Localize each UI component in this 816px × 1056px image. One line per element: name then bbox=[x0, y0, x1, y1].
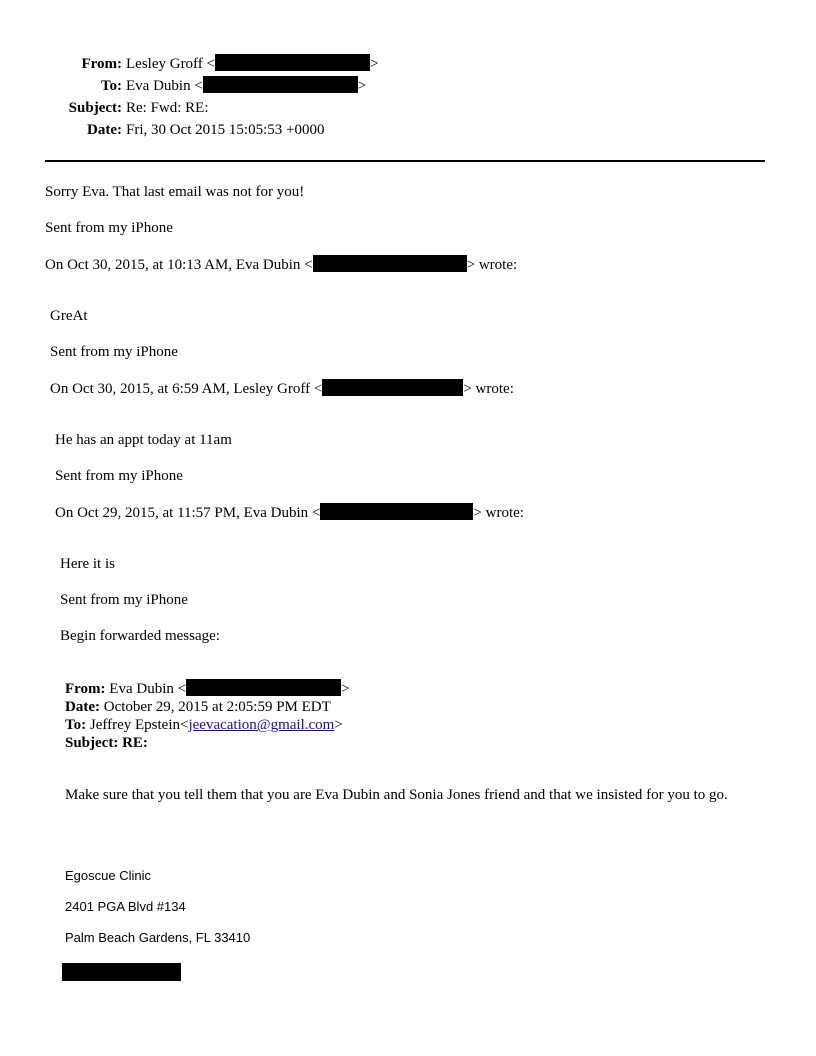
quote-attribution-text: On Oct 30, 2015, at 10:13 AM, Eva Dubin bbox=[45, 257, 301, 273]
from-name: Lesley Groff bbox=[126, 56, 203, 72]
redacted-email bbox=[203, 76, 358, 93]
quote-attribution-suffix: wrote: bbox=[478, 257, 518, 273]
header-divider bbox=[45, 160, 765, 162]
subject-value: Re: Fwd: RE: bbox=[126, 100, 209, 116]
fwd-to-label: To: bbox=[65, 717, 87, 733]
subject-label: Subject: bbox=[68, 100, 122, 116]
fwd-to-row: To: Jeffrey Epstein<jeevacation@gmail.com> bbox=[65, 717, 343, 733]
quote-attribution: On Oct 29, 2015, at 11:57 PM, Eva Dubin < > wrote: bbox=[55, 505, 524, 521]
from-label: From: bbox=[81, 56, 122, 72]
fwd-from-row: From: Eva Dubin < > bbox=[65, 681, 350, 697]
fwd-to-name: Jeffrey Epstein bbox=[89, 717, 180, 733]
to-label: To: bbox=[100, 78, 122, 94]
redacted-email bbox=[320, 503, 473, 520]
forwarded-message-text: Make sure that you tell them that you are Eva Dubin and Sonia Jones friend and that we insisted for you to go. bbox=[65, 787, 728, 803]
message-text: He has an appt today at 11am bbox=[55, 432, 232, 448]
redacted-phone bbox=[62, 963, 181, 981]
quote-attribution: On Oct 30, 2015, at 10:13 AM, Eva Dubin < > wrote: bbox=[45, 257, 518, 273]
fwd-date-row bbox=[65, 698, 350, 716]
address-name: Egoscue Clinic bbox=[65, 868, 151, 883]
message-text: Here it is bbox=[60, 556, 115, 572]
signature: Sent from my iPhone bbox=[55, 468, 183, 484]
date-value: Fri, 30 Oct 2015 15:05:53 +0000 bbox=[126, 122, 325, 138]
header-to-row: To: Eva Dubin < > bbox=[40, 75, 540, 97]
redacted-email bbox=[322, 379, 463, 396]
quote-attribution: On Oct 30, 2015, at 6:59 AM, Lesley Groff < > wrote: bbox=[50, 381, 514, 397]
header-date-row bbox=[40, 119, 540, 141]
email-header bbox=[40, 53, 540, 141]
quote-attribution-text: On Oct 30, 2015, at 6:59 AM, Lesley Groff bbox=[50, 381, 311, 397]
redacted-email bbox=[215, 54, 370, 71]
fwd-to-email-link[interactable]: jeevacation@gmail.com bbox=[188, 717, 335, 733]
quote-attribution-text: On Oct 29, 2015, at 11:57 PM, Eva Dubin bbox=[55, 505, 309, 521]
header-subject-row bbox=[40, 97, 540, 119]
address-city: Palm Beach Gardens, FL 33410 bbox=[65, 930, 251, 945]
forward-intro: Begin forwarded message: bbox=[60, 628, 220, 644]
fwd-from-label: From: bbox=[65, 681, 106, 697]
date-label: Date: bbox=[87, 122, 122, 138]
fwd-from-name: Eva Dubin bbox=[109, 681, 174, 697]
signature: Sent from my iPhone bbox=[50, 344, 178, 360]
address-street: 2401 PGA Blvd #134 bbox=[65, 899, 186, 914]
signature: Sent from my iPhone bbox=[45, 220, 173, 236]
signature: Sent from my iPhone bbox=[60, 592, 188, 608]
redacted-email bbox=[313, 255, 467, 272]
message-text: GreAt bbox=[50, 308, 88, 324]
fwd-subject-row bbox=[65, 734, 350, 752]
forwarded-header bbox=[65, 679, 350, 752]
quote-attribution-suffix: wrote: bbox=[475, 381, 514, 397]
fwd-subject-value: RE: bbox=[122, 735, 148, 751]
fwd-date-label: Date: bbox=[65, 699, 100, 715]
fwd-date-value: October 29, 2015 at 2:05:59 PM EDT bbox=[103, 699, 331, 715]
header-from-row: From: Lesley Groff < > bbox=[40, 53, 540, 75]
redacted-email bbox=[186, 679, 341, 696]
message-text: Sorry Eva. That last email was not for you! bbox=[45, 184, 305, 200]
quote-attribution-suffix: wrote: bbox=[485, 505, 524, 521]
to-name: Eva Dubin bbox=[126, 78, 191, 94]
fwd-subject-label: Subject: bbox=[65, 735, 119, 751]
